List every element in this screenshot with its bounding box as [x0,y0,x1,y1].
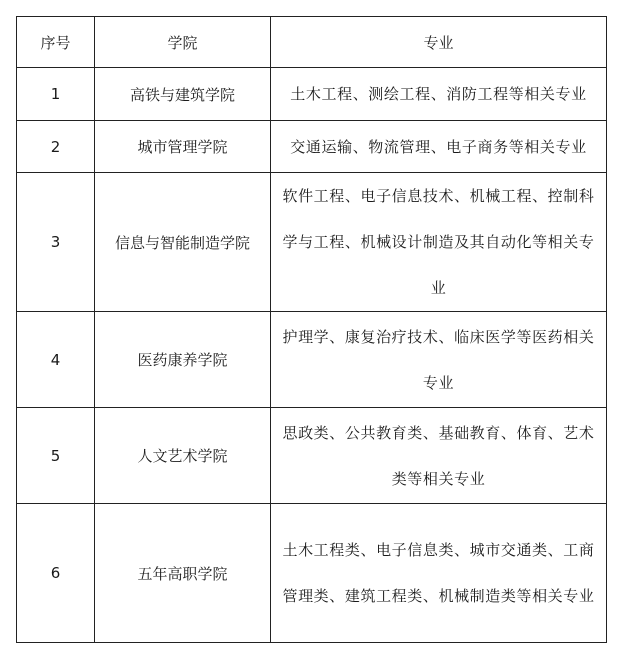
cell-major: 土木工程类、电子信息类、城市交通类、工商管理类、建筑工程类、机械制造类等相关专业 [271,504,607,643]
cell-college: 城市管理学院 [95,121,271,173]
table-row [17,408,607,504]
cell-index: 4 [17,312,95,408]
cell-college: 五年高职学院 [95,504,271,643]
cell-college: 医药康养学院 [95,312,271,408]
cell-major: 思政类、公共教育类、基础教育、体育、艺术类等相关专业 [271,408,607,504]
college-major-table [16,16,607,643]
cell-college: 信息与智能制造学院 [95,173,271,312]
table-row [17,121,607,173]
cell-index: 2 [17,121,95,173]
cell-major: 交通运输、物流管理、电子商务等相关专业 [271,121,607,173]
cell-major: 护理学、康复治疗技术、临床医学等医药相关专业 [271,312,607,408]
cell-major: 软件工程、电子信息技术、机械工程、控制科学与工程、机械设计制造及其自动化等相关专业 [271,173,607,312]
table-row [17,68,607,121]
table-row [17,312,607,408]
table-row [17,504,607,643]
header-major: 专业 [271,17,607,68]
header-college: 学院 [95,17,271,68]
cell-index: 6 [17,504,95,643]
table-row [17,173,607,312]
table-header-row [17,17,607,68]
cell-college: 人文艺术学院 [95,408,271,504]
cell-major: 土木工程、测绘工程、消防工程等相关专业 [271,68,607,121]
table-wrapper [16,16,607,643]
header-index: 序号 [17,17,95,68]
cell-index: 5 [17,408,95,504]
cell-index: 1 [17,68,95,121]
cell-index: 3 [17,173,95,312]
cell-college: 高铁与建筑学院 [95,68,271,121]
